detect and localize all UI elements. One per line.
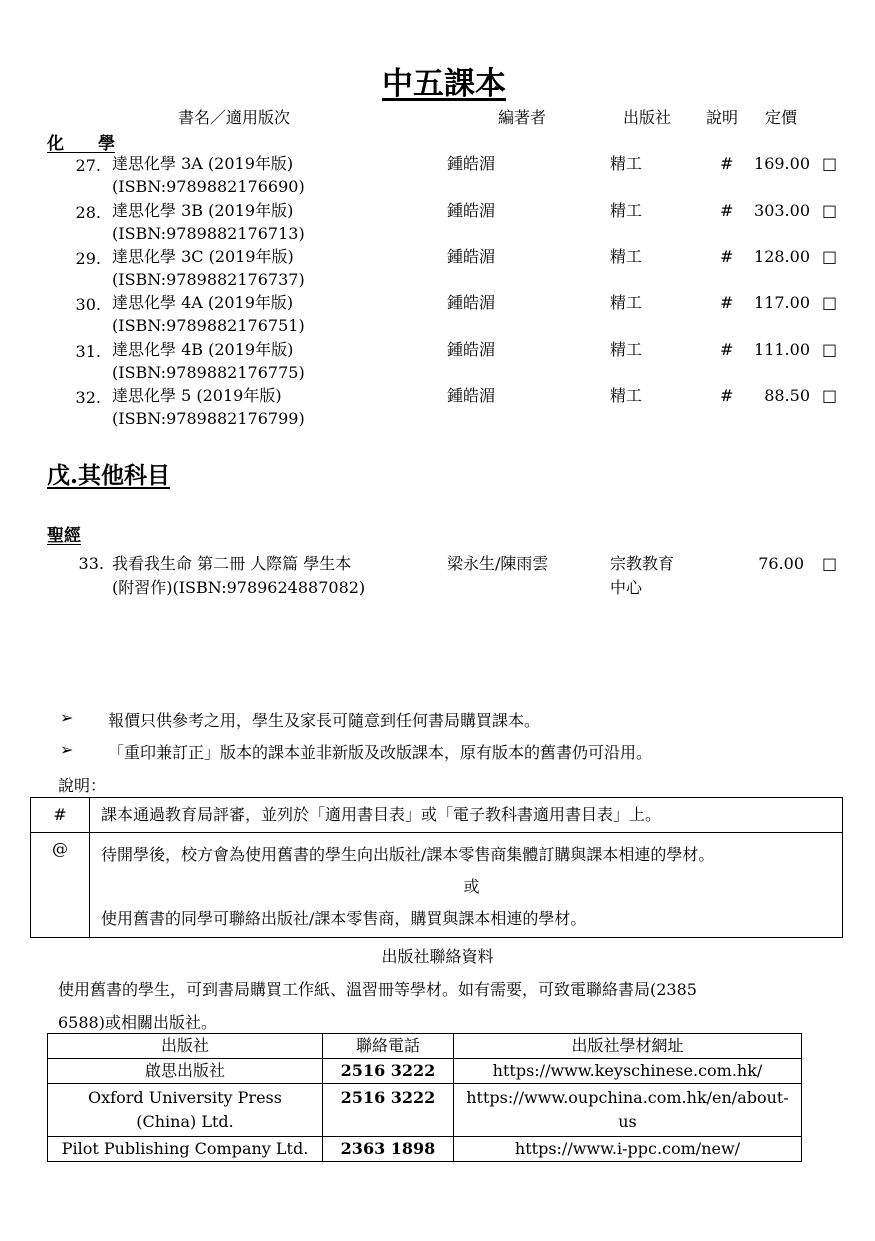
publisher-url[interactable]: https://www.keyschinese.com.hk/ xyxy=(454,1059,802,1084)
contact-header-row xyxy=(48,1034,802,1059)
explanation-symbol: # xyxy=(31,798,90,833)
order-checkbox[interactable]: □ xyxy=(822,293,838,312)
book-row xyxy=(0,384,875,430)
column-header: 出版社 xyxy=(48,1034,323,1059)
book-note: # xyxy=(720,340,734,359)
book-publisher: 宗教教育 xyxy=(610,554,675,573)
book-title: 達思化學 5 (2019年版) xyxy=(112,386,282,405)
explanation-text: 使用舊書的同學可聯絡出版社/課本零售商，購買與課本相連的學材。 xyxy=(101,909,587,928)
publisher-url[interactable]: https://www.i-ppc.com/new/ xyxy=(454,1137,802,1162)
book-price: 128.00 xyxy=(754,247,810,266)
publisher-url[interactable]: https://www.oupchina.com.hk/en/about-us xyxy=(454,1084,802,1137)
book-isbn: (ISBN:9789882176713) xyxy=(112,224,305,243)
book-note: # xyxy=(720,154,734,173)
header-price: 定價 xyxy=(765,108,798,127)
book-note: # xyxy=(720,247,734,266)
publisher-name: 啟思出版社 xyxy=(48,1059,323,1084)
book-title: 達思化學 3C (2019年版) xyxy=(112,247,294,266)
book-price: 117.00 xyxy=(754,293,810,312)
book-author: 鍾皓湄 xyxy=(447,247,496,266)
book-row xyxy=(0,199,875,245)
book-publisher: 精工 xyxy=(610,247,643,266)
book-price: 169.00 xyxy=(754,154,810,173)
bullet-text: 報價只供參考之用，學生及家長可隨意到任何書局購買課本。 xyxy=(108,711,541,730)
book-number: 32. xyxy=(75,388,101,407)
explanation-table xyxy=(30,797,843,938)
book-number: 30. xyxy=(75,295,101,314)
publisher-name: Pilot Publishing Company Ltd. xyxy=(48,1137,323,1162)
book-price: 303.00 xyxy=(754,201,810,220)
book-author: 鍾皓湄 xyxy=(447,386,496,405)
book-row xyxy=(0,152,875,198)
column-header: 出版社學材網址 xyxy=(454,1034,802,1059)
explanation-row xyxy=(31,798,843,833)
contact-table xyxy=(47,1033,802,1162)
book-title: 我看我生命 第二冊 人際篇 學生本 xyxy=(112,554,352,573)
book-publisher: 精工 xyxy=(610,201,643,220)
book-number: 28. xyxy=(75,203,101,222)
book-note: # xyxy=(720,386,734,405)
explanation-row xyxy=(31,833,843,938)
contact-intro: 使用舊書的學生，可到書局購買工作紙、溫習冊等學材。如有需要，可致電聯絡書局(2385 xyxy=(58,980,697,999)
book-row xyxy=(0,552,875,600)
book-publisher: 精工 xyxy=(610,386,643,405)
book-author: 鍾皓湄 xyxy=(447,201,496,220)
book-author: 梁永生/陳雨雲 xyxy=(447,554,549,573)
contact-row xyxy=(48,1137,802,1162)
order-checkbox[interactable]: □ xyxy=(822,201,838,220)
book-row xyxy=(0,245,875,291)
order-checkbox[interactable]: □ xyxy=(822,247,838,266)
column-header: 聯絡電話 xyxy=(323,1034,454,1059)
book-note: # xyxy=(720,293,734,312)
publisher-phone: 2516 3222 xyxy=(323,1084,454,1137)
order-checkbox[interactable]: □ xyxy=(822,340,838,359)
section-other-subjects: 戊.其他科目 xyxy=(47,462,171,489)
page-title: 中五課本 xyxy=(382,66,506,102)
header-note: 說明 xyxy=(706,108,739,127)
book-publisher-cont: 中心 xyxy=(610,578,643,597)
book-price: 76.00 xyxy=(758,554,804,573)
book-number: 33. xyxy=(78,554,104,573)
explanation-symbol: @ xyxy=(31,833,90,938)
book-publisher: 精工 xyxy=(610,154,643,173)
book-isbn: (ISBN:9789882176799) xyxy=(112,409,305,428)
bullet-text: 「重印兼訂正」版本的課本並非新版及改版課本，原有版本的舊書仍可沿用。 xyxy=(108,743,653,762)
bullet-arrow-icon: ➢ xyxy=(60,740,74,759)
explanation-text: 或 xyxy=(463,877,480,896)
book-title: 達思化學 4A (2019年版) xyxy=(112,293,294,312)
contact-row xyxy=(48,1084,802,1137)
contact-heading: 出版社聯絡資料 xyxy=(381,947,494,966)
book-price: 111.00 xyxy=(754,340,810,359)
book-author: 鍾皓湄 xyxy=(447,340,496,359)
order-checkbox[interactable]: □ xyxy=(822,554,838,573)
header-author: 編著者 xyxy=(498,108,547,127)
order-checkbox[interactable]: □ xyxy=(822,386,838,405)
explanation-text: 待開學後，校方會為使用舊書的學生向出版社/課本零售商集體訂購與課本相連的學材。 xyxy=(101,845,715,864)
bullet-arrow-icon: ➢ xyxy=(60,708,74,727)
book-price: 88.50 xyxy=(764,386,810,405)
subject-chemistry: 化 學 xyxy=(47,134,115,154)
book-isbn: (ISBN:9789882176690) xyxy=(112,177,305,196)
header-publisher: 出版社 xyxy=(623,108,672,127)
contact-row xyxy=(48,1059,802,1084)
explanation-label: 說明： xyxy=(58,776,107,795)
book-isbn: (ISBN:9789882176775) xyxy=(112,363,305,382)
order-checkbox[interactable]: □ xyxy=(822,154,838,173)
book-number: 31. xyxy=(75,342,101,361)
subject-bible: 聖經 xyxy=(47,526,81,546)
book-author: 鍾皓湄 xyxy=(447,154,496,173)
book-title: 達思化學 4B (2019年版) xyxy=(112,340,294,359)
book-title: 達思化學 3A (2019年版) xyxy=(112,154,294,173)
book-row xyxy=(0,291,875,337)
book-author: 鍾皓湄 xyxy=(447,293,496,312)
publisher-phone: 2363 1898 xyxy=(323,1137,454,1162)
contact-intro-cont: 6588)或相關出版社。 xyxy=(58,1013,217,1032)
publisher-name: Oxford University Press (China) Ltd. xyxy=(48,1084,323,1137)
book-isbn: (ISBN:9789882176751) xyxy=(112,316,305,335)
book-title-cont: (附習作)(ISBN:9789624887082) xyxy=(112,578,366,597)
book-publisher: 精工 xyxy=(610,340,643,359)
book-number: 27. xyxy=(75,156,101,175)
book-title: 達思化學 3B (2019年版) xyxy=(112,201,294,220)
explanation-text: 課本通過教育局評審，並列於「適用書目表」或「電子教科書適用書目表」上。 xyxy=(90,798,843,833)
book-number: 29. xyxy=(75,249,101,268)
book-row xyxy=(0,338,875,384)
book-note: # xyxy=(720,201,734,220)
publisher-phone: 2516 3222 xyxy=(323,1059,454,1084)
book-publisher: 精工 xyxy=(610,293,643,312)
header-title: 書名／適用版次 xyxy=(178,108,291,127)
book-isbn: (ISBN:9789882176737) xyxy=(112,270,305,289)
